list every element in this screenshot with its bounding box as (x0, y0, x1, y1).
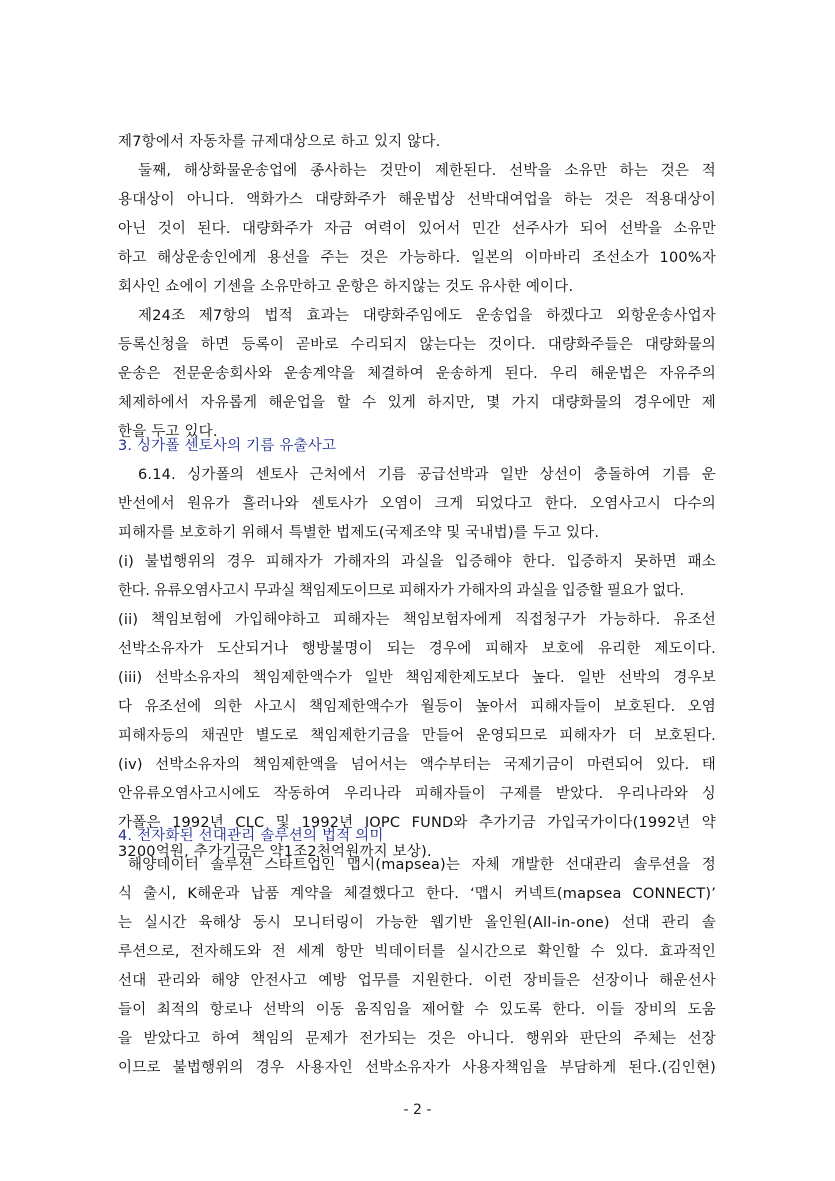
section-4-heading: 4. 전자화된 선대관리 솔루션의 법적 의미 (118, 828, 384, 844)
section-3-line: (i) 불법행위의 경우 피해자가 가해자의 과실을 입증해야 한다. 입증하지 못하면 패소 (118, 554, 716, 570)
section-3-line: 선박소유자가 도산되거나 행방불명이 되는 경우에 피해자 보호에 유리한 제도이다. (118, 641, 716, 657)
section-3-line: (iii) 선박소유자의 책임제한액수가 일반 책임제한제도보다 높다. 일반 선박의 경우보 (118, 670, 716, 686)
section-3-line: 피해자를 보호하기 위해서 특별한 법제도(국제조약 및 국내법)를 두고 있다. (118, 525, 600, 541)
section-4-line: 선대 관리와 해양 안전사고 예방 업무를 지원한다. 이런 장비들은 선장이나 해운선사 (118, 973, 716, 989)
paragraph-2-line: 아닌 것이 된다. 대량화주가 자금 여력이 있어서 민간 선주사가 되어 선박을 소유만 (118, 221, 716, 237)
section-4-line: 해양데이터 솔루션 스타트업인 맵시(mapsea)는 자체 개발한 선대관리 솔루션을 정 (128, 857, 716, 873)
section-4-line: 루션으로, 전자해도와 전 세계 항만 빅데이터를 실시간으로 확인할 수 있다. 효과적인 (118, 944, 716, 960)
paragraph-3-line: 한을 두고 있다. (118, 424, 218, 440)
paragraph-2-line: 용대상이 아니다. 액화가스 대량화주가 해운법상 선박대여업을 하는 것은 적용대상이 (118, 192, 716, 208)
paragraph-3-line: 체제하에서 자유롭게 해운업을 할 수 있게 하지만, 몇 가지 대량화물의 경우에만 제 (118, 395, 716, 411)
paragraph-2-line: 회사인 쇼에이 기센을 소유만하고 운항은 하지않는 것도 유사한 예이다. (118, 279, 574, 295)
section-4-line: 는 실시간 육해상 동시 모니터링이 가능한 웹기반 올인원(All-in-one) 선대 관리 솔 (118, 915, 716, 931)
section-4-line: 이므로 불법행위의 경우 사용자인 선박소유자가 사용자책임을 부담하게 된다.(김인현) (118, 1060, 716, 1076)
section-4-line: 식 출시, K해운과 납품 계약을 체결했다고 한다. ‘맵시 커넥트(mapsea CONNECT)’ (118, 886, 716, 902)
section-3-line: 다 유조선에 의한 사고시 책임제한액수가 월등이 높아서 피해자들이 보호된다. 오염 (118, 699, 716, 715)
section-3-line: 안유류오염사고시에도 작동하여 우리나라 피해자들이 구제를 받았다. 우리나라와 싱 (118, 786, 716, 802)
section-3-line: 한다. 유류오염사고시 무과실 책임제도이므로 피해자가 가해자의 과실을 입증할 필요가 없다. (118, 583, 684, 599)
section-3-line: 피해자등의 채권만 별도로 책임제한기금을 만들어 운영되므로 피해자가 더 보호된다. (118, 728, 716, 744)
section-3-line: (iv) 선박소유자의 책임제한액을 넘어서는 액수부터는 국제기금이 마련되어 있다. 태 (118, 757, 716, 773)
section-3-line: 가폴은 1992년 CLC 및 1992년 IOPC FUND와 추가기금 가입국가이다(1992년 약 (118, 815, 716, 831)
section-4-line: 을 받았다고 하여 책임의 문제가 전가되는 것은 아니다. 행위와 판단의 주체는 선장 (118, 1031, 716, 1047)
paragraph-2-line: 둘째, 해상화물운송업에 종사하는 것만이 제한된다. 선박을 소유만 하는 것은 적 (138, 163, 716, 179)
paragraph-2-line: 하고 해상운송인에게 용선을 주는 것은 가능하다. 일본의 이마바리 조선소가 100%자 (118, 250, 716, 266)
page-number: - 2 - (403, 1102, 432, 1118)
section-4-line: 들이 최적의 항로나 선박의 이동 움직임을 제어할 수 있도록 한다. 이들 장비의 도움 (118, 1002, 716, 1018)
paragraph-3-line: 제24조 제7항의 법적 효과는 대량화주임에도 운송업을 하겠다고 외항운송사업자 (138, 308, 716, 324)
section-3-heading: 3. 싱가폴 센토사의 기름 유출사고 (118, 438, 337, 454)
paragraph-3-line: 운송은 전문운송회사와 운송계약을 체결하여 운송하게 된다. 우리 해운법은 자유주의 (118, 366, 716, 382)
section-3-line: 반선에서 원유가 흘러나와 센토사가 오염이 크게 되었다고 한다. 오염사고시 다수의 (118, 496, 716, 512)
paragraph-3-line: 등록신청을 하면 등록이 곧바로 수리되지 않는다는 것이다. 대량화주들은 대량화물의 (118, 337, 716, 353)
paragraph-1-line: 제7항에서 자동차를 규제대상으로 하고 있지 않다. (118, 134, 441, 150)
section-3-line: 6.14. 싱가폴의 센토사 근처에서 기름 공급선박과 일반 상선이 충돌하여 기름 운 (138, 467, 716, 483)
section-3-line: 3200억원, 추가기금은 약1조2천억원까지 보상). (118, 844, 432, 860)
section-3-line: (ii) 책임보험에 가입해야하고 피해자는 책임보험자에게 직접청구가 가능하다. 유조선 (118, 612, 716, 628)
